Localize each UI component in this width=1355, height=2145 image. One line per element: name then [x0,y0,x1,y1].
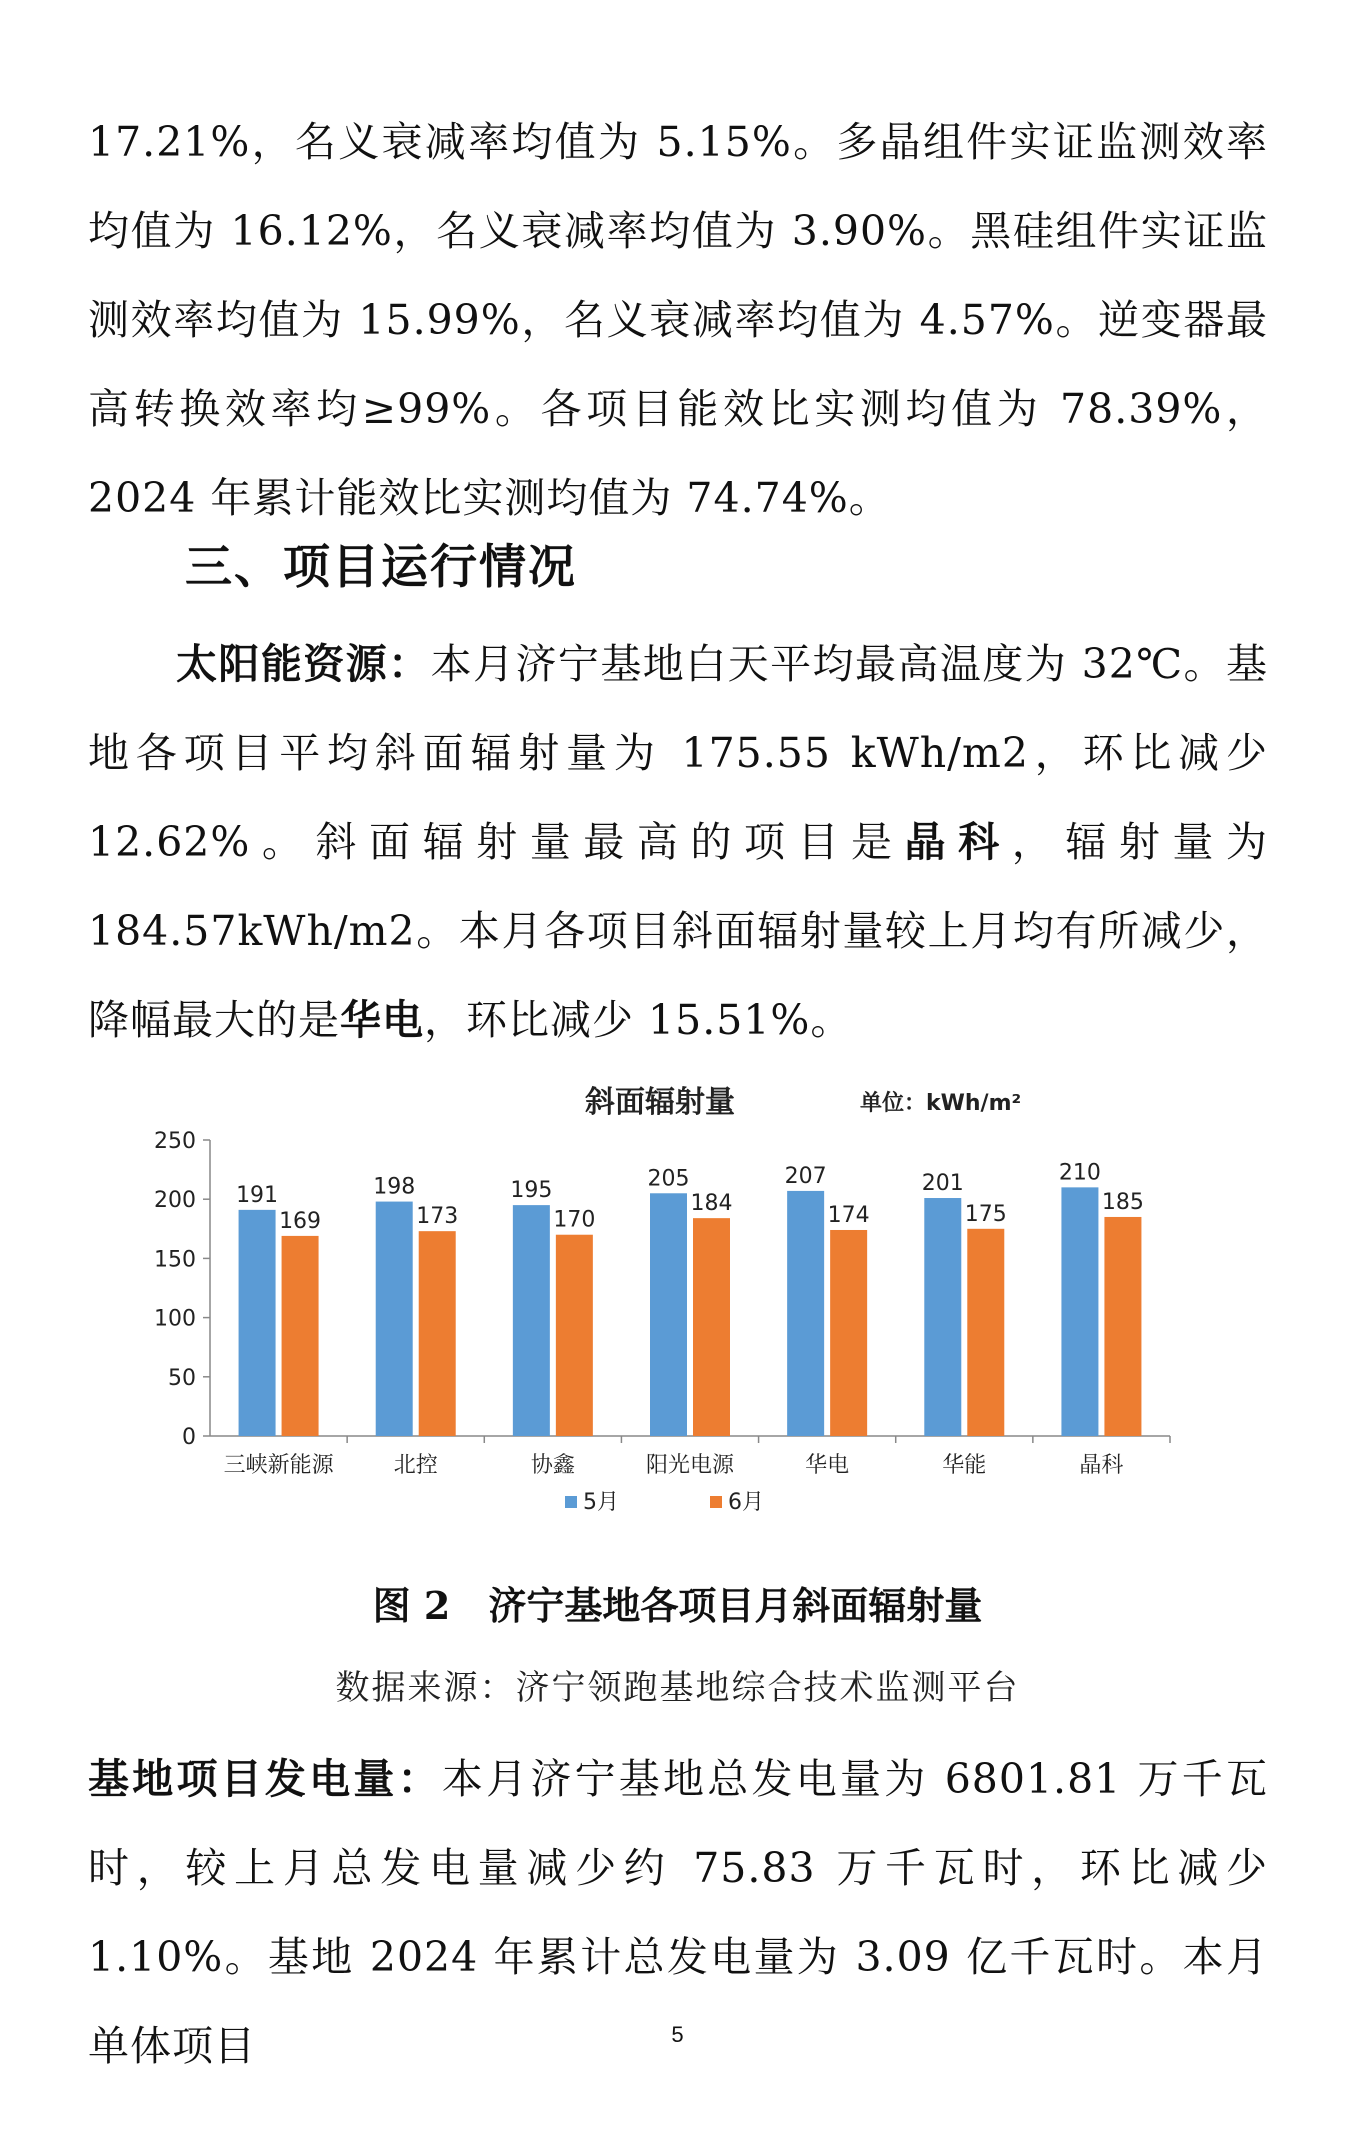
category-label: 华能 [942,1453,987,1478]
solar-highlight-jinko: 晶科 [904,818,1012,866]
y-tick-label: 250 [154,1129,196,1154]
data-label: 173 [416,1204,459,1230]
data-label: 170 [553,1207,596,1233]
figure-source: 数据来源：济宁领跑基地综合技术监测平台 [335,1668,1020,1708]
data-label: 205 [647,1166,690,1192]
radiation-chart [120,1060,1220,1560]
data-label: 207 [784,1163,827,1189]
bar-june [967,1229,1004,1436]
bar-june [1104,1217,1141,1436]
bar-june [556,1235,593,1436]
bar-may [924,1198,961,1436]
bar-june [419,1231,456,1436]
bar-june [693,1218,730,1436]
category-label: 协鑫 [530,1453,575,1478]
bar-may [650,1193,687,1436]
page-number: 5 [671,2022,684,2047]
solar-text-1: 本月济宁基地白天平均最高温度为 32℃。基地各项目平均斜面辐射量为 175.55 kWh/m2，环比减少 12.62%。斜面辐射量最高的项目是 [88,640,1268,866]
radiation-chart-svg [120,1060,1220,1560]
category-label: 晶科 [1079,1453,1124,1478]
bar-june [282,1236,319,1436]
solar-paragraph [88,620,1268,1065]
data-label: 185 [1101,1189,1144,1215]
chart-plot-area [154,1129,1170,1515]
bar-may [513,1205,550,1436]
generation-label: 基地项目发电量： [88,1755,442,1803]
solar-text-2: ，辐射量为 184.57kWh/m2。本月各项目斜面辐射量较上月均有所减少，降幅最大的是 [88,818,1268,1044]
bar-may [1061,1187,1098,1436]
bar-june [830,1230,867,1436]
legend-swatch [710,1496,722,1508]
bar-may [787,1191,824,1436]
category-label: 三峡新能源 [223,1453,334,1478]
data-label: 169 [279,1208,322,1234]
bar-may [376,1202,413,1436]
data-label: 210 [1058,1160,1101,1186]
y-tick-label: 0 [182,1425,196,1450]
data-label: 198 [373,1174,416,1200]
legend-label: 5月 [583,1490,619,1515]
data-label: 174 [827,1202,870,1228]
generation-text: 本月济宁基地总发电量为 6801.81 万千瓦时，较上月总发电量减少约 75.83 万千瓦时，环比减少 1.10%。基地 2024 年累计总发电量为 3.09 亿千瓦时。本月单体项目 [88,1755,1268,2070]
chart-unit: 单位：kWh/m² [860,1091,1022,1116]
chart-title: 斜面辐射量 [585,1085,735,1120]
category-label: 阳光电源 [645,1453,735,1478]
data-label: 191 [236,1182,279,1208]
y-tick-label: 50 [168,1365,196,1391]
legend-swatch [565,1496,577,1508]
legend-label: 6月 [728,1490,764,1515]
solar-text-3: ，环比减少 15.51%。 [424,996,853,1044]
category-label: 北控 [393,1453,438,1478]
data-label: 195 [510,1178,553,1204]
bar-may [239,1210,276,1436]
y-tick-label: 100 [154,1306,196,1332]
data-label: 201 [921,1171,964,1197]
y-tick-label: 200 [154,1188,196,1214]
data-label: 184 [690,1191,733,1217]
category-label: 华电 [805,1453,850,1478]
solar-highlight-huadian: 华电 [340,996,424,1044]
intro-paragraph: 17.21%，名义衰减率均值为 5.15%。多晶组件实证监测效率均值为 16.12%，名义衰减率均值为 3.90%。黑硅组件实证监测效率均值为 15.99%，名义衰减率均值为 4.57%。逆变器最高转换效率均≥99%。各项目能效比实测均值为 78.39%，2024 年累计能效比实测均值为 74.74%。 [88,118,1268,522]
data-label: 175 [964,1201,1007,1227]
figure-caption: 图 2 济宁基地各项目月斜面辐射量 [372,1583,983,1628]
y-tick-label: 150 [154,1247,196,1273]
solar-label: 太阳能资源： [176,640,431,688]
section-heading: 三、项目运行情况 [185,540,577,595]
